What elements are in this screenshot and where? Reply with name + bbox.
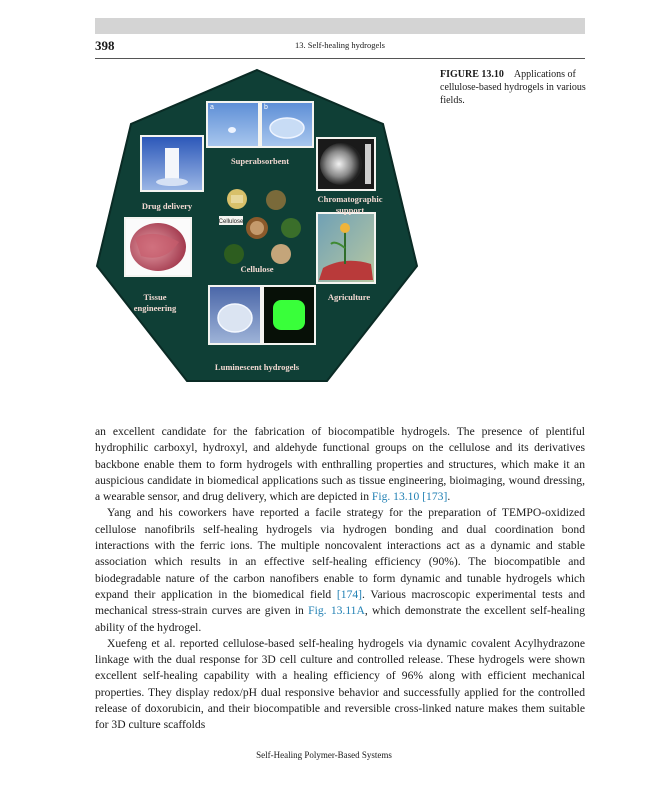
p1-text: an excellent candidate for the fabrication of biocompatible hydrogels. The presence of plentiful hydrophilic carboxyl, hydroxyl, and aldehyde functional groups on the cellulose and its derivatives backbone enable them to form hydrogels with enthralling properties and structures, which make it an auspicious candidate in biomedical applications such as tissue engineering, bioimaging, wound dressing, a wearable sensor, and drug delivery, which are depicted in [95, 425, 585, 504]
paragraph-2 [95, 505, 585, 635]
page-header [95, 34, 585, 59]
label-support: support [335, 205, 365, 215]
label-drug-delivery: Drug delivery [141, 201, 193, 211]
p2-text1: Yang and his coworkers have reported a facile strategy for the preparation of TEMPO-oxidized cellulose nanofibrils self-healing hydrogels via hydrogen bonding and dual coordination bond interactions with the ferric ions. The multiple noncovalent interactions act as a dynamic and stable association which results in an effective self-healing efficiency (90%). The biocompatible and biodegradable nature of the carbon nanofibers enable to form dynamic and tunable hydrogels which expand their application in the biomedical field [95, 506, 585, 601]
top-gray-bar [95, 18, 585, 34]
panel-b-tag: b [264, 104, 268, 111]
fig-13-11a-link[interactable]: Fig. 13.11A [308, 604, 365, 618]
chromatographic-photo [317, 138, 375, 190]
page-footer: Self-Healing Polymer-Based Systems [256, 750, 392, 760]
label-agriculture: Agriculture [327, 292, 371, 302]
page-number: 398 [95, 38, 115, 53]
p1-end: . [447, 490, 451, 504]
paragraph-3: Xuefeng et al. reported cellulose-based self-healing hydrogels via dynamic covalent Acylhydrazone linkage with the dual response for 3D cell culture and controlled release. These hydrogels were shown excellent self-healing capability with a healing efficiency of 96% along with efficient mechanical properties. They display redox/pH dual responsive behavior and successfully applied for the controlled release of doxorubicin, and their biocompatible and reversible cross-linked nature makes them suitable for 3D culture scaffolds [95, 636, 585, 732]
ref-173-link[interactable]: [173] [422, 490, 448, 504]
panel-a-tag: a [210, 104, 214, 111]
label-chromatographic: Chromatographic [317, 194, 383, 204]
label-cellulose: Cellulose [240, 264, 274, 274]
fig-13-10-link[interactable]: Fig. 13.10 [371, 490, 420, 504]
agriculture-photo [317, 213, 375, 283]
figure-caption-text: Applications of cellulose-based hydrogels in various fields. [440, 69, 586, 106]
label-luminescent: Luminescent hydrogels [214, 362, 300, 372]
luminescent-photos [209, 286, 315, 344]
figure-caption [440, 68, 586, 107]
drug-delivery-photo [141, 136, 203, 191]
superabsorbent-photos [207, 102, 313, 147]
label-engineering: engineering [133, 303, 177, 313]
label-superabsorbent: Superabsorbent [230, 156, 290, 166]
ref-174-link[interactable]: [174] [336, 587, 363, 601]
label-tissue: Tissue [143, 292, 167, 302]
body-text [95, 424, 585, 734]
paragraph-1 [95, 424, 585, 505]
running-head: 13. Self-healing hydrogels [295, 40, 385, 50]
p2-text3: , which demonstrate the excellent self-healing ability of the hydrogel. [95, 604, 585, 634]
cellulose-inner-label: Cellulose [218, 219, 244, 225]
tissue-photo [125, 218, 191, 276]
applications-diagram [95, 68, 425, 388]
figure-13-10 [95, 68, 425, 388]
figure-label: FIGURE 13.10 [440, 69, 504, 80]
p2-text2: . Various macroscopic experimental tests and mechanical stress-strain curves are given in [95, 587, 585, 618]
